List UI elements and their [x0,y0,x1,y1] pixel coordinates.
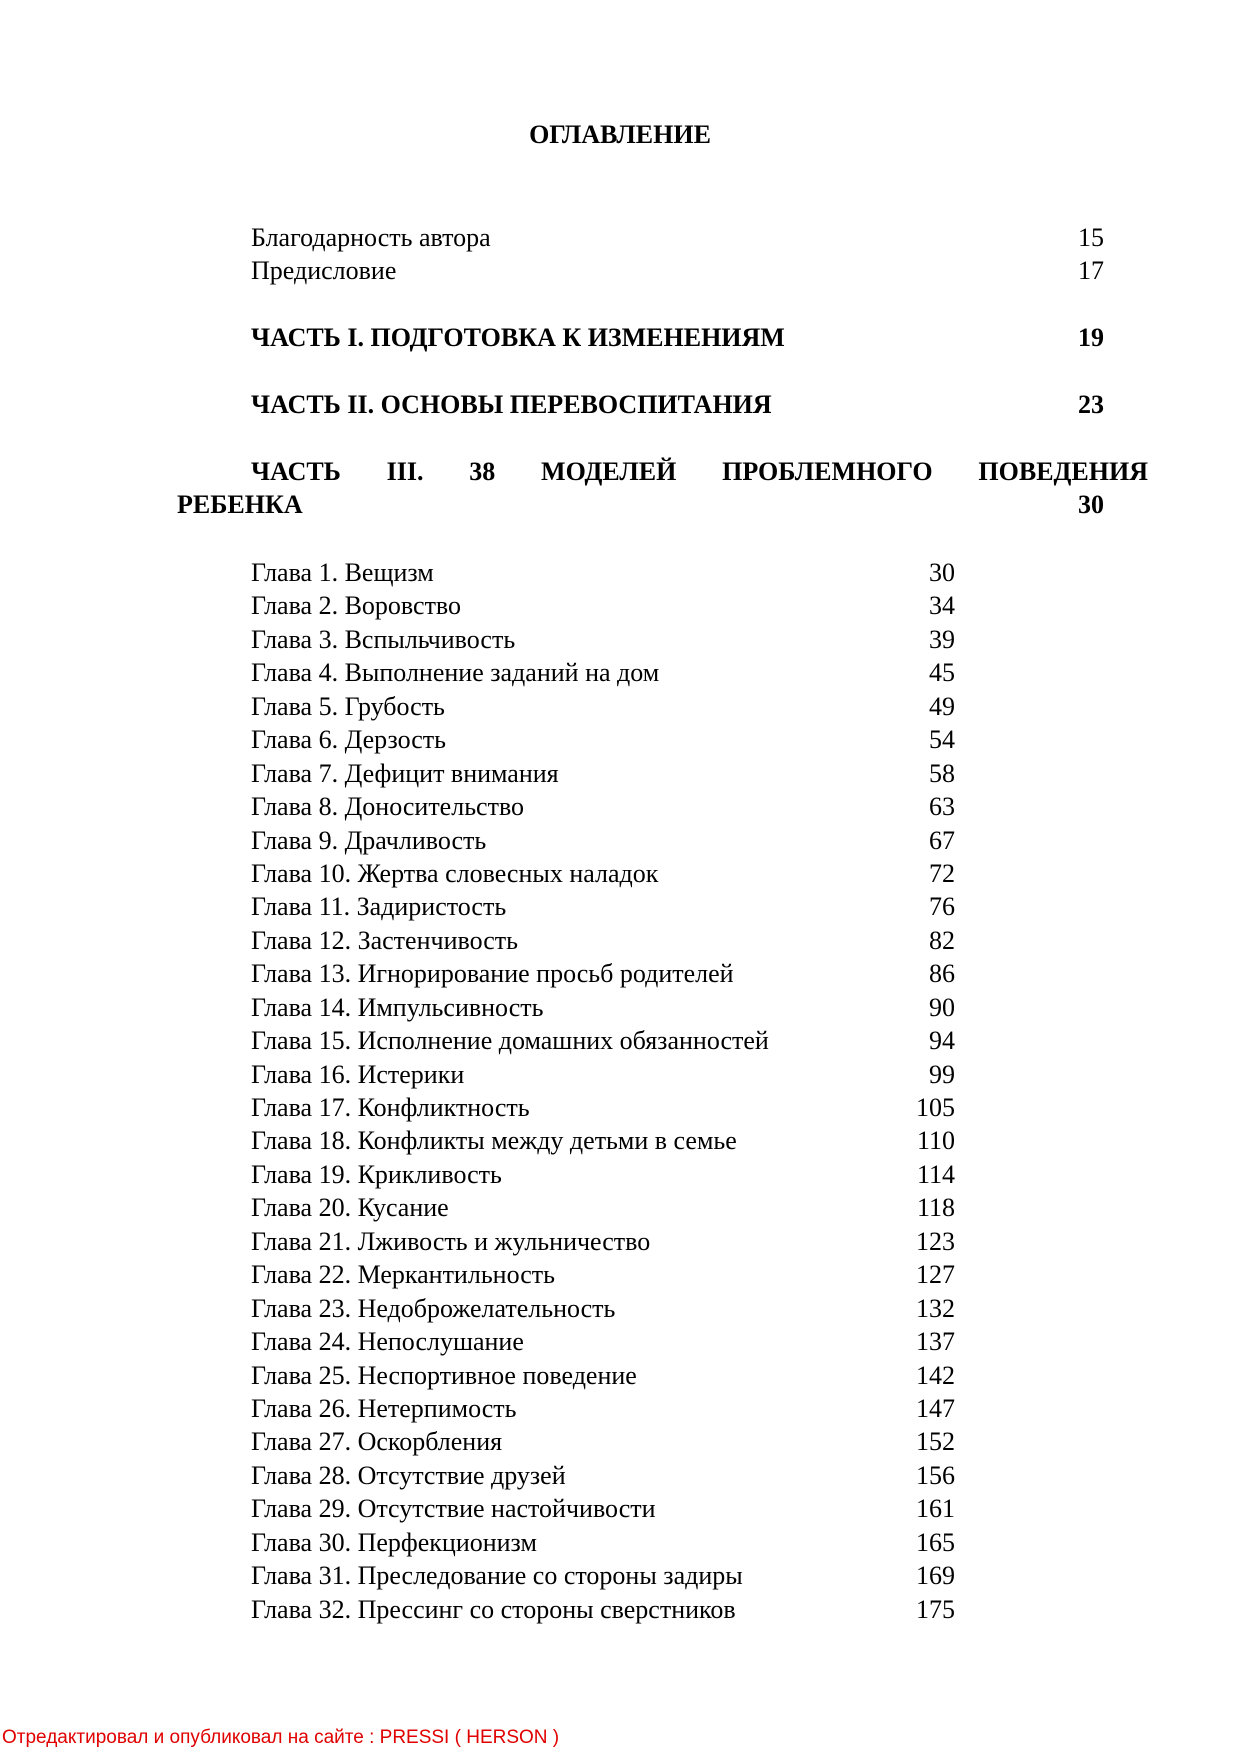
toc-part-1[interactable] [251,321,1104,354]
toc-chapter-label: Глава 1. Вещизм [251,558,434,587]
toc-chapter-entry[interactable] [251,1091,955,1124]
toc-chapter-page: 86 [929,959,955,989]
toc-chapter-label: Глава 26. Нетерпимость [251,1393,517,1423]
toc-chapter-entry[interactable] [251,1559,955,1592]
toc-entry-preface[interactable] [251,254,1104,287]
toc-chapter-label: Глава 21. Лживость и жульничество [251,1226,651,1256]
toc-chapter-label: Глава 19. Крикливость [251,1159,502,1189]
toc-chapter-page: 165 [916,1527,955,1557]
toc-part-3-line1[interactable]: ЧАСТЬ III. 38 МОДЕЛЕЙ ПРОБЛЕМНОГО ПОВЕДЕНИЯ [251,457,1148,486]
toc-chapter-entry[interactable] [251,1359,955,1392]
toc-chapter-entry[interactable] [251,824,955,857]
toc-chapter-page: 137 [916,1327,955,1357]
toc-chapter-page: 45 [929,658,955,688]
toc-chapter-entry[interactable] [251,656,955,689]
toc-part-label: ЧАСТЬ II. ОСНОВЫ ПЕРЕВОСПИТАНИЯ [251,390,772,419]
toc-chapter-entry[interactable] [251,1191,955,1224]
toc-chapter-entry[interactable] [251,690,955,723]
toc-chapter-entry[interactable] [251,589,955,622]
toc-chapter-entry[interactable] [251,1292,955,1325]
toc-chapter-label: Глава 29. Отсутствие настойчивости [251,1494,656,1524]
toc-chapter-entry[interactable] [251,890,955,923]
toc-chapter-page: 63 [929,792,955,822]
toc-chapter-page: 82 [929,925,955,955]
toc-chapter-entry[interactable] [251,1526,955,1559]
publisher-footer: Отредактировал и опубликовал на сайте : PRESSI ( HERSON ) [2,1727,560,1748]
toc-chapter-label: Глава 11. Задиристость [251,892,507,922]
toc-chapter-page: 99 [929,1059,955,1089]
toc-chapter-label: Глава 17. Конфликтность [251,1093,530,1122]
toc-chapter-label: Глава 23. Недоброжелательность [251,1293,616,1323]
toc-chapter-page: 118 [916,1193,955,1223]
toc-chapter-entry[interactable] [251,757,955,790]
toc-chapter-label: Глава 12. Застенчивость [251,925,518,955]
toc-chapter-page: 54 [929,725,955,755]
toc-chapter-entry[interactable] [251,556,955,589]
toc-chapter-label: Глава 15. Исполнение домашних обязанностей [251,1026,769,1056]
toc-chapter-label: Глава 14. Импульсивность [251,992,544,1022]
toc-chapter-entry[interactable] [251,790,955,823]
chapter-list [251,556,955,1626]
toc-part-label: ЧАСТЬ I. ПОДГОТОВКА К ИЗМЕНЕНИЯМ [251,323,785,352]
toc-entry-label: Предисловие [251,256,397,285]
toc-part-label: РЕБЕНКА [177,490,303,519]
page-title: ОГЛАВЛЕНИЕ [529,120,711,149]
toc-entry-label: Благодарность автора [251,223,491,252]
toc-chapter-entry[interactable] [251,1593,955,1626]
toc-chapter-label: Глава 6. Дерзость [251,725,446,755]
toc-chapter-page: 127 [916,1260,955,1290]
toc-chapter-page: 110 [916,1126,955,1156]
toc-chapter-label: Глава 10. Жертва словесных наладок [251,858,659,888]
toc-entry-acknowledgements[interactable] [251,221,1104,254]
toc-chapter-page: 67 [929,825,955,855]
toc-chapter-page: 49 [929,691,955,721]
toc-chapter-label: Глава 8. Доносительство [251,792,525,822]
toc-chapter-page: 175 [916,1594,955,1624]
toc-chapter-page: 72 [929,858,955,888]
toc-chapter-label: Глава 25. Неспортивное поведение [251,1360,637,1390]
toc-chapter-page: 76 [929,892,955,922]
toc-chapter-page: 90 [929,992,955,1022]
toc-chapter-label: Глава 9. Драчливость [251,825,487,855]
toc-chapter-entry[interactable] [251,723,955,756]
toc-chapter-page: 94 [929,1026,955,1056]
toc-chapter-entry[interactable] [251,857,955,890]
toc-part-page: 23 [1078,390,1104,419]
toc-chapter-page: 34 [929,591,955,621]
toc-chapter-entry[interactable] [251,1225,955,1258]
toc-chapter-page: 58 [929,758,955,788]
toc-chapter-entry[interactable] [251,1124,955,1157]
toc-chapter-entry[interactable] [251,1158,955,1191]
toc-chapter-page: 142 [916,1360,955,1390]
toc-chapter-page: 132 [916,1293,955,1323]
toc-chapter-label: Глава 7. Дефицит внимания [251,758,559,788]
toc-chapter-label: Глава 22. Меркантильность [251,1260,556,1290]
toc-chapter-label: Глава 16. Истерики [251,1059,465,1089]
toc-chapter-entry[interactable] [251,957,955,990]
toc-chapter-label: Глава 28. Отсутствие друзей [251,1460,566,1490]
toc-chapter-entry[interactable] [251,1492,955,1525]
toc-chapter-page: 161 [916,1494,955,1524]
toc-chapter-label: Глава 27. Оскорбления [251,1427,503,1457]
toc-chapter-label: Глава 32. Прессинг со стороны сверстников [251,1594,736,1624]
toc-chapter-label: Глава 4. Выполнение заданий на дом [251,658,660,688]
toc-chapter-page: 152 [916,1427,955,1457]
toc-chapter-page: 169 [916,1561,955,1591]
toc-chapter-label: Глава 2. Воровство [251,591,462,621]
toc-chapter-entry[interactable] [251,1325,955,1358]
toc-chapter-label: Глава 30. Перфекционизм [251,1527,537,1557]
toc-chapter-page: 114 [916,1159,955,1189]
toc-part-3-line2[interactable] [177,488,1104,521]
toc-chapter-entry[interactable] [251,924,955,957]
toc-chapter-page: 147 [916,1393,955,1423]
toc-chapter-page: 156 [916,1460,955,1490]
toc-chapter-label: Глава 13. Игнорирование просьб родителей [251,959,734,989]
toc-chapter-entry[interactable] [251,1459,955,1492]
toc-chapter-page: 123 [916,1226,955,1256]
toc-chapter-label: Глава 24. Непослушание [251,1327,524,1357]
toc-chapter-entry[interactable] [251,991,955,1024]
toc-part-page: 19 [1078,323,1104,352]
toc-chapter-entry[interactable] [251,1392,955,1425]
toc-part-2[interactable] [251,388,1104,421]
toc-entry-page: 15 [1078,223,1104,252]
toc-chapter-label: Глава 18. Конфликты между детьми в семье [251,1126,737,1156]
toc-chapter-entry[interactable] [251,1058,955,1091]
toc-chapter-label: Глава 3. Вспыльчивость [251,624,516,654]
toc-chapter-entry[interactable] [251,1425,955,1458]
toc-chapter-label: Глава 5. Грубость [251,691,445,721]
toc-chapter-page: 30 [929,558,955,587]
toc-chapter-entry[interactable] [251,623,955,656]
toc-chapter-page: 105 [916,1093,955,1122]
toc-chapter-page: 39 [929,624,955,654]
toc-chapter-label: Глава 20. Кусание [251,1193,449,1223]
toc-chapter-entry[interactable] [251,1258,955,1291]
toc-chapter-label: Глава 31. Преследование со стороны задиры [251,1561,743,1591]
toc-entry-page: 17 [1078,256,1104,285]
toc-part-page: 30 [1078,490,1104,519]
toc-chapter-entry[interactable] [251,1024,955,1057]
